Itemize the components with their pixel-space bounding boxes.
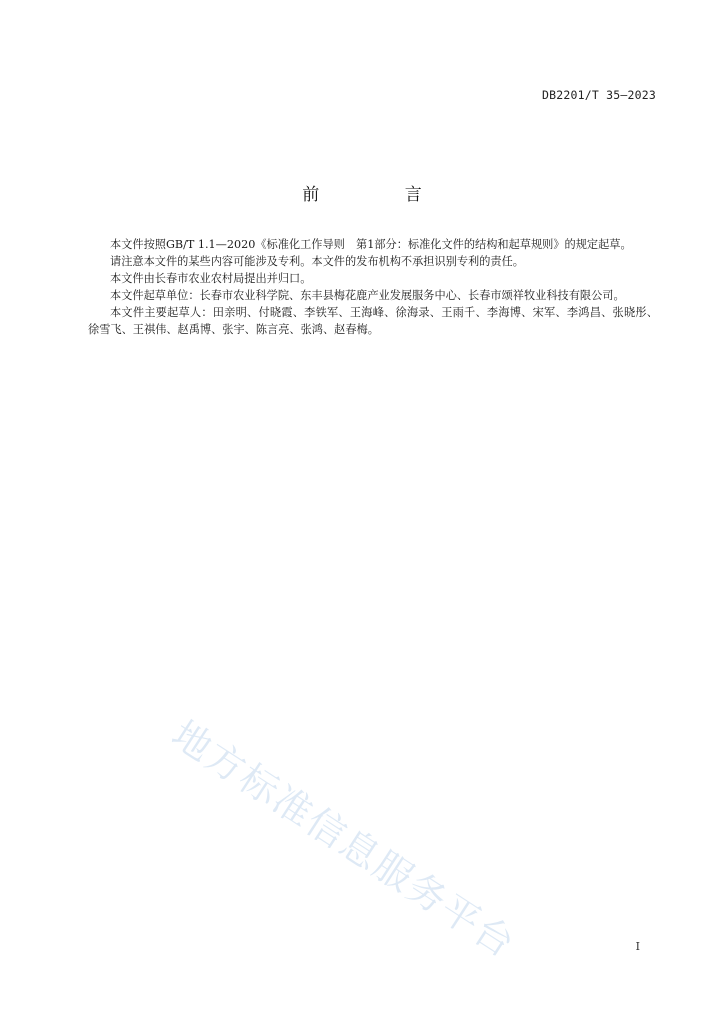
preface-paragraph-drafters: 本文件主要起草人：田亲明、付晓霞、李铁军、王海峰、徐海录、王雨千、李海博、宋军、李鸿昌、张晓彤、徐雪飞、王祺伟、赵禹博、张宇、陈言亮、张鸿、赵春梅。 bbox=[88, 306, 658, 336]
preface-title: 前 言 bbox=[302, 185, 462, 205]
preface-paragraph-drafting-basis: 本文件按照GB/T 1.1—2020《标准化工作导则 第1部分：标准化文件的结构和起草规则》的规定起草。 bbox=[110, 238, 632, 251]
preface-body bbox=[88, 236, 658, 338]
preface-paragraph-proposer: 本文件由长春市农业农村局提出并归口。 bbox=[110, 272, 312, 285]
preface-paragraph-drafting-units: 本文件起草单位：长春市农业科学院、东丰县梅花鹿产业发展服务中心、长春市颂祥牧业科技有限公司。 bbox=[110, 289, 625, 302]
document-code: DB2201/T 35—2023 bbox=[542, 88, 656, 102]
preface-paragraph-patent-notice: 请注意本文件的某些内容可能涉及专利。本文件的发布机构不承担识别专利的责任。 bbox=[110, 255, 524, 268]
page-number: I bbox=[635, 940, 640, 953]
watermark: 地方标准信息服务平台 bbox=[164, 711, 524, 967]
